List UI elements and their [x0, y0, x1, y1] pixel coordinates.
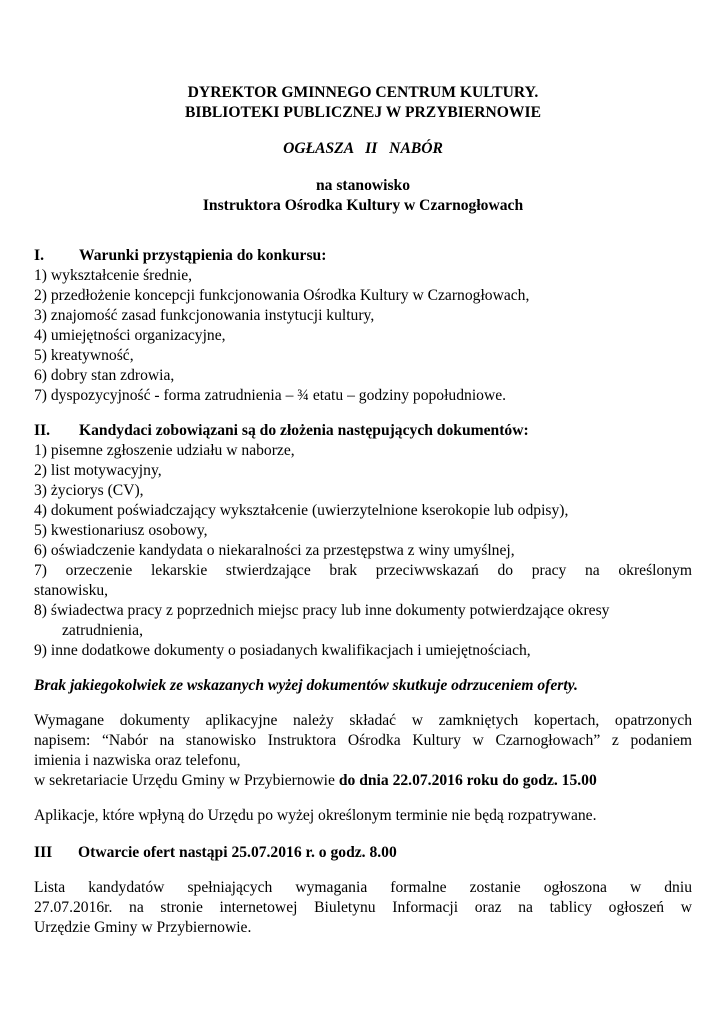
- section-title: Kandydaci zobowiązani są do złożenia następujących dokumentów:: [79, 422, 529, 439]
- submission-instructions: [34, 711, 692, 791]
- section-requirements: [34, 246, 692, 406]
- section-number: III: [34, 844, 53, 861]
- submission-place: w sekretariacie Urzędu Gminy w Przybiernowie: [34, 772, 339, 789]
- section-title: Otwarcie ofert nastąpi 25.07.2016 r. o godz. 8.00: [78, 844, 397, 861]
- position-intro: na stanowisko: [315, 177, 411, 194]
- results-line: Urzędzie Gminy w Przybiernowie.: [34, 919, 252, 936]
- list-item-line: stanowisku,: [34, 582, 109, 599]
- submission-deadline: do dnia 22.07.2016 roku do godz. 15.00: [338, 772, 597, 789]
- section-title: Warunki przystąpienia do konkursu:: [79, 247, 327, 264]
- section-number: II.: [34, 422, 51, 439]
- list-item-line: 8) świadectwa pracy z poprzednich miejsc pracy lub inne dokumenty potwierdzające okresy: [34, 602, 610, 619]
- list-item: 5) kwestionariusz osobowy,: [34, 522, 208, 539]
- section-requirements-heading: [34, 246, 692, 266]
- list-item: 2) list motywacyjny,: [34, 462, 162, 479]
- late-applications-notice: Aplikacje, które wpłyną do Urzędu po wyżej określonym terminie nie będą rozpatrywane.: [34, 807, 597, 824]
- list-item: 4) umiejętności organizacyjne,: [34, 327, 226, 344]
- announcement-title: OGŁASZA II NABÓR: [283, 140, 443, 157]
- documents-list: [34, 441, 692, 661]
- list-item: 6) oświadczenie kandydata o niekaralności za przestępstwa z winy umyślnej,: [34, 542, 515, 559]
- submission-line: [34, 771, 692, 791]
- section-documents: [34, 421, 692, 661]
- list-item: 3) życiorys (CV),: [34, 482, 144, 499]
- submission-line: napisem: “Nabór na stanowisko Instruktora Ośrodka Kultury w Czarnogłowach” z podaniem: [34, 732, 692, 749]
- list-item: 1) wykształcenie średnie,: [34, 267, 193, 284]
- section-opening: [34, 843, 692, 863]
- list-item: 5) kreatywność,: [34, 347, 134, 364]
- list-item: 2) przedłożenie koncepcji funkcjonowania Ośrodka Kultury w Czarnogłowach,: [34, 287, 530, 304]
- section-number: I.: [34, 247, 44, 264]
- list-item: [34, 561, 692, 601]
- list-item: 7) dyspozycyjność - forma zatrudnienia – ¾ etatu – godziny popołudniowe.: [34, 387, 507, 404]
- list-item-line: 7) orzeczenie lekarskie stwierdzające brak przeciwwskazań do pracy na określonym: [34, 562, 692, 579]
- list-item: 4) dokument poświadczający wykształcenie (uwierzytelnione kserokopie lub odpisy),: [34, 502, 569, 519]
- list-item: 1) pisemne zgłoszenie udziału w naborze,: [34, 442, 295, 459]
- document-page: [34, 83, 692, 938]
- results-line: Lista kandydatów spełniających wymagania formalne zostanie ogłoszona w dniu: [34, 879, 692, 896]
- requirements-list: [34, 266, 692, 406]
- list-item: [34, 601, 692, 641]
- rejection-notice: Brak jakiegokolwiek ze wskazanych wyżej dokumentów skutkuje odrzuceniem oferty.: [34, 677, 578, 694]
- organization-name-line2: BIBLIOTEKI PUBLICZNEJ W PRZYBIERNOWIE: [184, 104, 541, 121]
- submission-line: imienia i nazwiska oraz telefonu,: [34, 752, 241, 769]
- position-title: Instruktora Ośrodka Kultury w Czarnogłowach: [202, 197, 524, 214]
- list-item: 9) inne dodatkowe dokumenty o posiadanych kwalifikacjach i umiejętnościach,: [34, 642, 531, 659]
- position-block: [34, 176, 692, 216]
- list-item-line: zatrudnienia,: [62, 622, 143, 639]
- section-documents-heading: [34, 421, 692, 441]
- results-line: 27.07.2016r. na stronie internetowej Biuletynu Informacji oraz na tablicy ogłoszeń w: [34, 899, 692, 916]
- list-item: 6) dobry stan zdrowia,: [34, 367, 175, 384]
- organization-name-line1: DYREKTOR GMINNEGO CENTRUM KULTURY.: [187, 84, 539, 101]
- results-announcement: [34, 878, 692, 938]
- submission-line: Wymagane dokumenty aplikacyjne należy składać w zamkniętych kopertach, opatrzonych: [34, 712, 692, 729]
- list-item: 3) znajomość zasad funkcjonowania instytucji kultury,: [34, 307, 375, 324]
